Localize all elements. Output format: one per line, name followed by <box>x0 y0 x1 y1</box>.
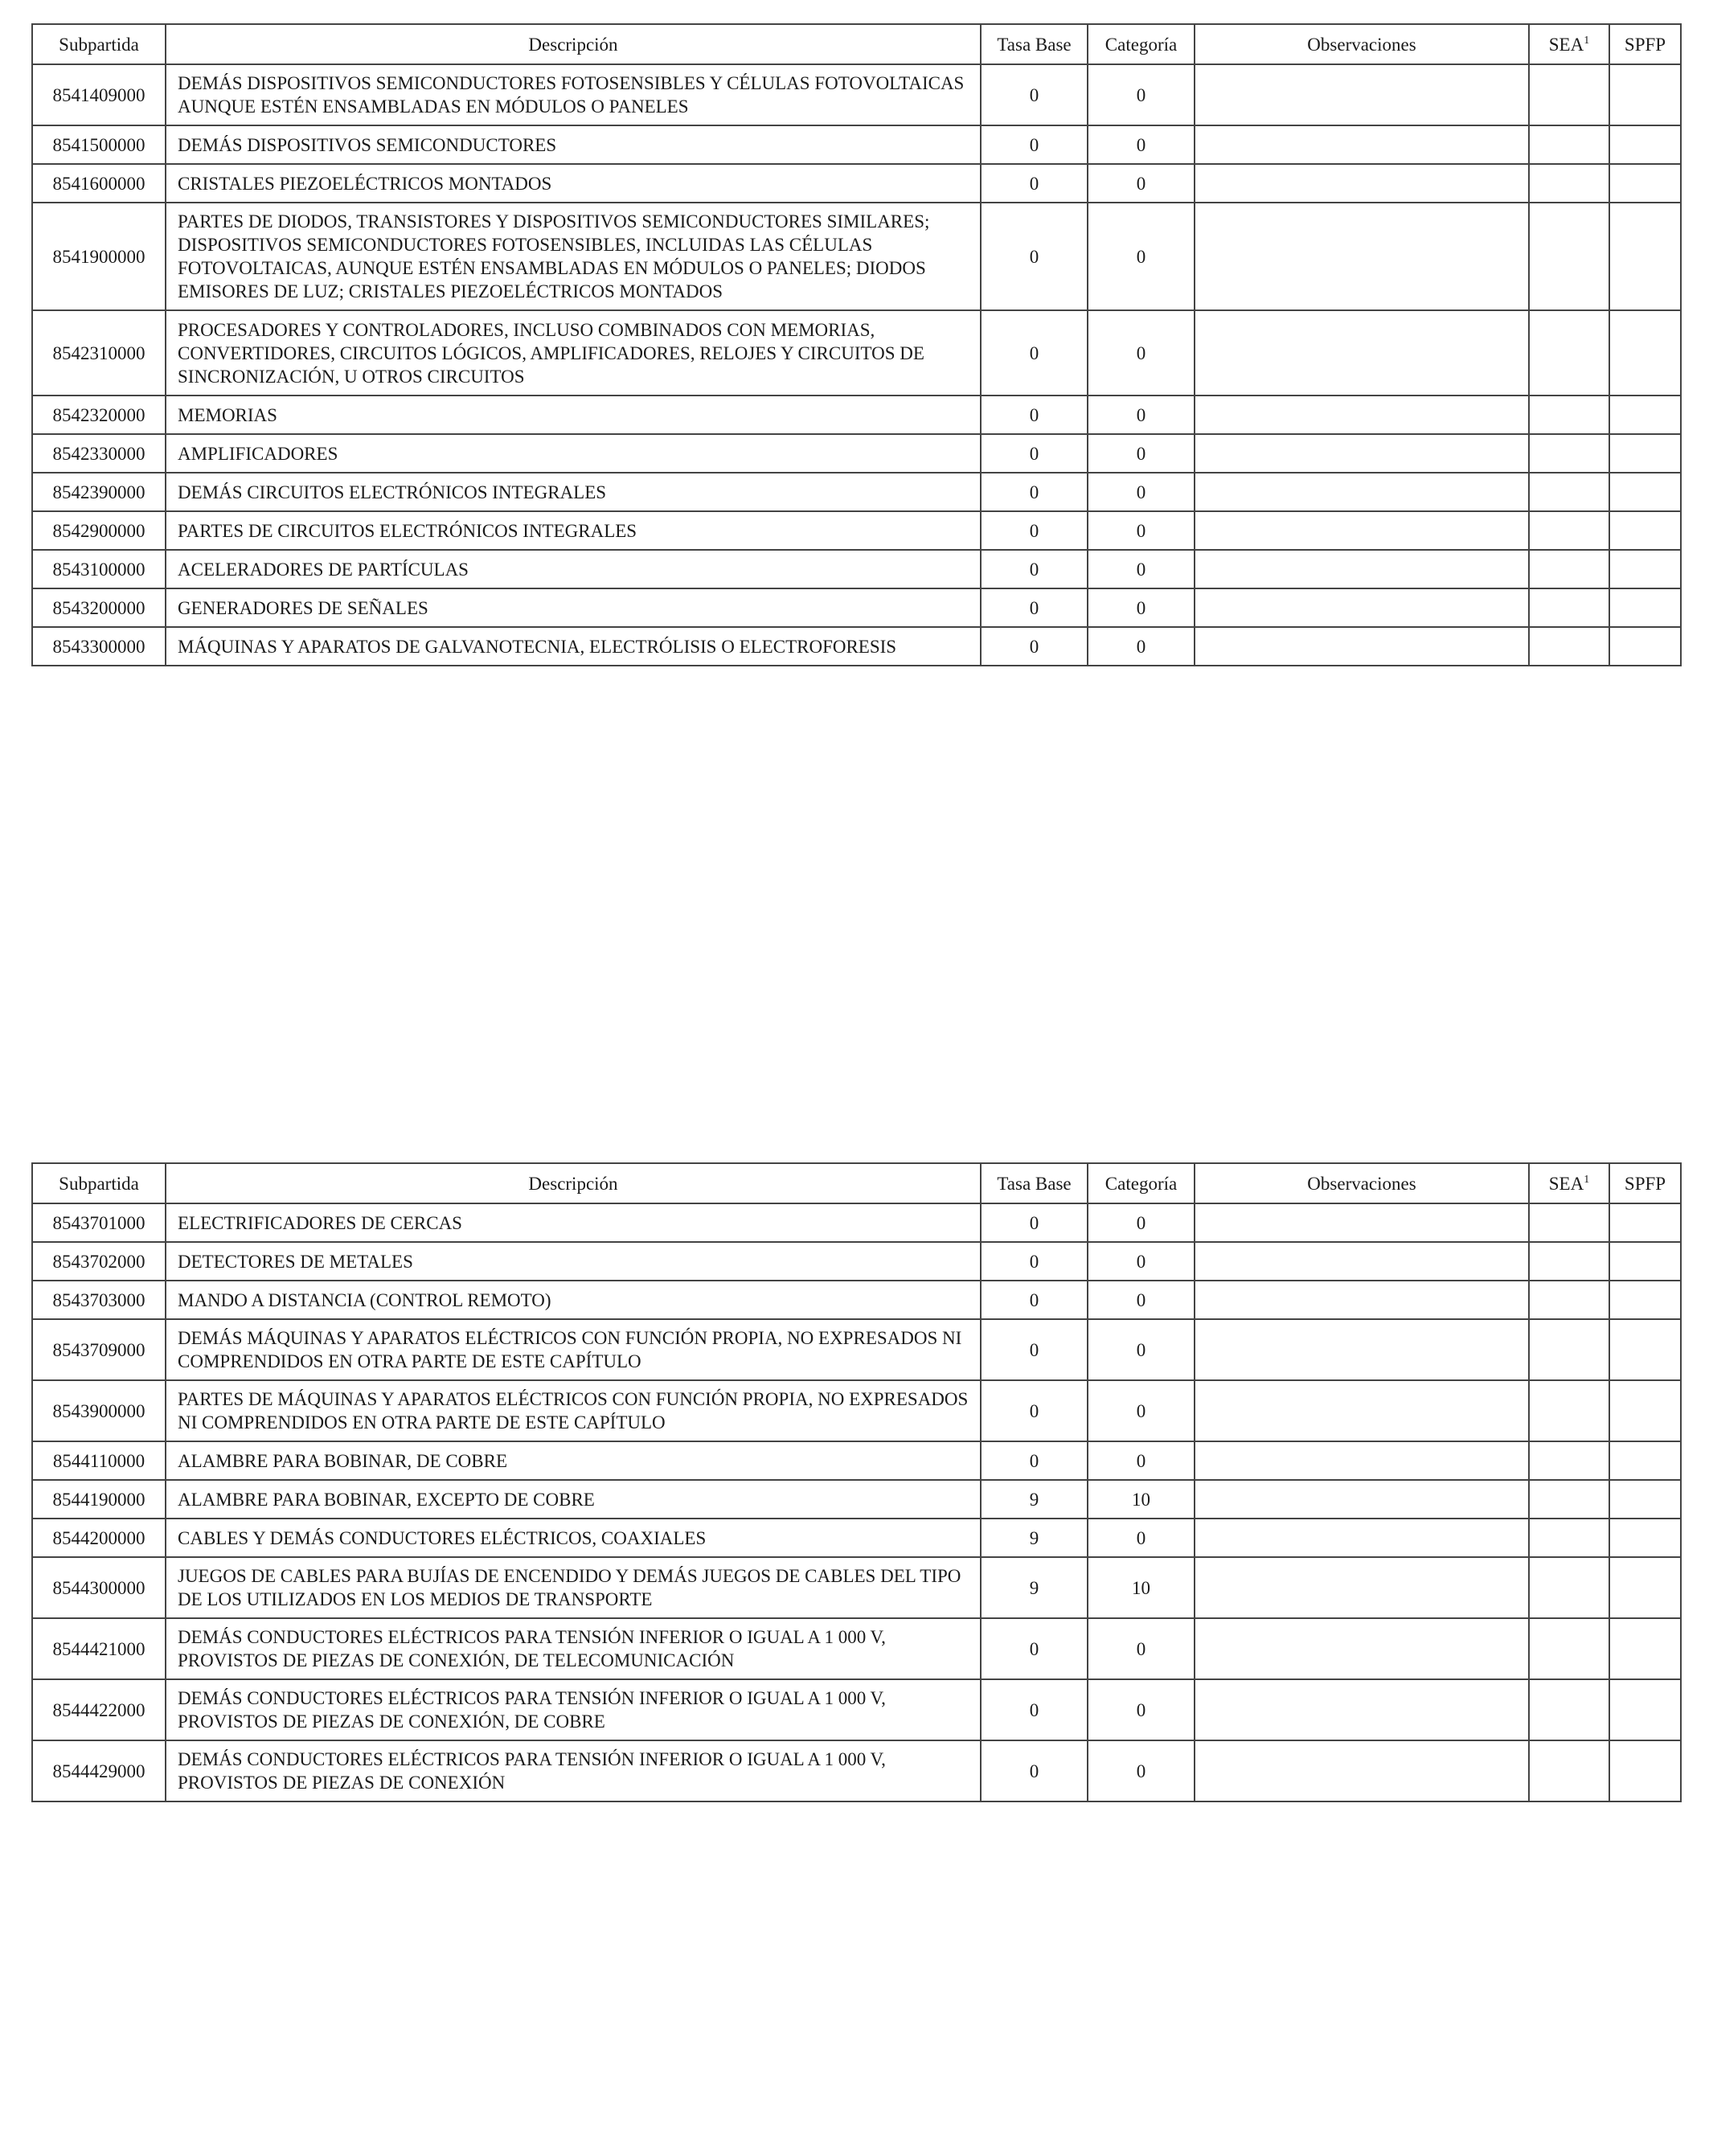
descripcion-cell: ALAMBRE PARA BOBINAR, DE COBRE <box>166 1441 981 1480</box>
categoria-cell: 0 <box>1088 203 1195 310</box>
categoria-cell: 0 <box>1088 396 1195 434</box>
spfp-cell <box>1609 1203 1681 1242</box>
sea-cell <box>1529 1557 1609 1618</box>
descripcion-cell: DEMÁS DISPOSITIVOS SEMICONDUCTORES <box>166 125 981 164</box>
sea-cell <box>1529 473 1609 511</box>
observaciones-cell <box>1195 1380 1529 1441</box>
spfp-cell <box>1609 1557 1681 1618</box>
table-row <box>32 511 1681 550</box>
observaciones-cell <box>1195 203 1529 310</box>
spfp-cell <box>1609 310 1681 396</box>
observaciones-cell <box>1195 627 1529 666</box>
descripcion-cell: ACELERADORES DE PARTÍCULAS <box>166 550 981 588</box>
tasa-base-cell: 0 <box>981 1679 1088 1740</box>
observaciones-cell <box>1195 164 1529 203</box>
observaciones-cell <box>1195 1281 1529 1319</box>
categoria-cell: 0 <box>1088 1618 1195 1679</box>
header-spfp: SPFP <box>1609 24 1681 64</box>
tasa-base-cell: 0 <box>981 396 1088 434</box>
tasa-base-cell: 0 <box>981 511 1088 550</box>
observaciones-cell <box>1195 511 1529 550</box>
header-row <box>32 1163 1681 1203</box>
table-row <box>32 1519 1681 1557</box>
categoria-cell: 0 <box>1088 1203 1195 1242</box>
table-row <box>32 1441 1681 1480</box>
descripcion-cell: DEMÁS CONDUCTORES ELÉCTRICOS PARA TENSIÓN INFERIOR O IGUAL A 1 000 V, PROVISTOS DE PIEZAS DE CONEXIÓN <box>166 1740 981 1801</box>
tasa-base-cell: 0 <box>981 434 1088 473</box>
descripcion-cell: DEMÁS MÁQUINAS Y APARATOS ELÉCTRICOS CON FUNCIÓN PROPIA, NO EXPRESADOS NI COMPRENDIDOS EN OTRA PARTE DE ESTE CAPÍTULO <box>166 1319 981 1380</box>
spfp-cell <box>1609 1740 1681 1801</box>
observaciones-cell <box>1195 396 1529 434</box>
table-row <box>32 164 1681 203</box>
observaciones-cell <box>1195 1740 1529 1801</box>
subpartida-cell: 8544421000 <box>32 1618 166 1679</box>
descripcion-cell: DEMÁS CIRCUITOS ELECTRÓNICOS INTEGRALES <box>166 473 981 511</box>
sea-cell <box>1529 1203 1609 1242</box>
subpartida-cell: 8542390000 <box>32 473 166 511</box>
descripcion-cell: PARTES DE MÁQUINAS Y APARATOS ELÉCTRICOS CON FUNCIÓN PROPIA, NO EXPRESADOS NI COMPRENDIDOS EN OTRA PARTE DE ESTE CAPÍTULO <box>166 1380 981 1441</box>
categoria-cell: 0 <box>1088 1281 1195 1319</box>
table-row <box>32 1242 1681 1281</box>
observaciones-cell <box>1195 1242 1529 1281</box>
table-row <box>32 64 1681 125</box>
header-descripcion: Descripción <box>166 24 981 64</box>
observaciones-cell <box>1195 473 1529 511</box>
spfp-cell <box>1609 64 1681 125</box>
sea-cell <box>1529 1519 1609 1557</box>
spfp-cell <box>1609 1480 1681 1519</box>
categoria-cell: 0 <box>1088 511 1195 550</box>
descripcion-cell: CRISTALES PIEZOELÉCTRICOS MONTADOS <box>166 164 981 203</box>
observaciones-cell <box>1195 64 1529 125</box>
descripcion-cell: ALAMBRE PARA BOBINAR, EXCEPTO DE COBRE <box>166 1480 981 1519</box>
observaciones-cell <box>1195 1441 1529 1480</box>
tasa-base-cell: 0 <box>981 164 1088 203</box>
categoria-cell: 0 <box>1088 1441 1195 1480</box>
table-row <box>32 125 1681 164</box>
header-categoria: Categoría <box>1088 1163 1195 1203</box>
sea-cell <box>1529 310 1609 396</box>
table-row <box>32 1281 1681 1319</box>
subpartida-cell: 8542900000 <box>32 511 166 550</box>
descripcion-cell: PROCESADORES Y CONTROLADORES, INCLUSO COMBINADOS CON MEMORIAS, CONVERTIDORES, CIRCUITOS LÓGICOS, AMPLIFICADORES, RELOJES Y CIRCUITOS DE SINCRONIZACIÓN, U OTROS CIRCUITOS <box>166 310 981 396</box>
subpartida-cell: 8543703000 <box>32 1281 166 1319</box>
table-row <box>32 434 1681 473</box>
subpartida-cell: 8543200000 <box>32 588 166 627</box>
tasa-base-cell: 0 <box>981 1281 1088 1319</box>
categoria-cell: 0 <box>1088 1380 1195 1441</box>
table-row <box>32 396 1681 434</box>
header-tasa-base: Tasa Base <box>981 1163 1088 1203</box>
header-observaciones: Observaciones <box>1195 1163 1529 1203</box>
header-categoria: Categoría <box>1088 24 1195 64</box>
header-spfp: SPFP <box>1609 1163 1681 1203</box>
descripcion-cell: MANDO A DISTANCIA (CONTROL REMOTO) <box>166 1281 981 1319</box>
sea-cell <box>1529 125 1609 164</box>
descripcion-cell: MÁQUINAS Y APARATOS DE GALVANOTECNIA, ELECTRÓLISIS O ELECTROFORESIS <box>166 627 981 666</box>
sea-cell <box>1529 627 1609 666</box>
table-row <box>32 310 1681 396</box>
table-row <box>32 1740 1681 1801</box>
descripcion-cell: GENERADORES DE SEÑALES <box>166 588 981 627</box>
descripcion-cell: CABLES Y DEMÁS CONDUCTORES ELÉCTRICOS, COAXIALES <box>166 1519 981 1557</box>
observaciones-cell <box>1195 434 1529 473</box>
descripcion-cell: PARTES DE CIRCUITOS ELECTRÓNICOS INTEGRALES <box>166 511 981 550</box>
table-row <box>32 1557 1681 1618</box>
header-descripcion: Descripción <box>166 1163 981 1203</box>
descripcion-cell: MEMORIAS <box>166 396 981 434</box>
sea-cell <box>1529 1281 1609 1319</box>
header-tasa-base: Tasa Base <box>981 24 1088 64</box>
categoria-cell: 0 <box>1088 1679 1195 1740</box>
table-row <box>32 550 1681 588</box>
observaciones-cell <box>1195 550 1529 588</box>
descripcion-cell: JUEGOS DE CABLES PARA BUJÍAS DE ENCENDIDO Y DEMÁS JUEGOS DE CABLES DEL TIPO DE LOS UTILIZADOS EN LOS MEDIOS DE TRANSPORTE <box>166 1557 981 1618</box>
categoria-cell: 0 <box>1088 473 1195 511</box>
categoria-cell: 0 <box>1088 1519 1195 1557</box>
sea-cell <box>1529 1740 1609 1801</box>
spfp-cell <box>1609 1242 1681 1281</box>
descripcion-cell: DEMÁS DISPOSITIVOS SEMICONDUCTORES FOTOSENSIBLES Y CÉLULAS FOTOVOLTAICAS AUNQUE ESTÉN ENSAMBLADAS EN MÓDULOS O PANELES <box>166 64 981 125</box>
spfp-cell <box>1609 1519 1681 1557</box>
tasa-base-cell: 0 <box>981 1319 1088 1380</box>
sea-cell <box>1529 1480 1609 1519</box>
spfp-cell <box>1609 164 1681 203</box>
table-row <box>32 1480 1681 1519</box>
descripcion-cell: PARTES DE DIODOS, TRANSISTORES Y DISPOSITIVOS SEMICONDUCTORES SIMILARES; DISPOSITIVOS SEMICONDUCTORES FOTOSENSIBLES, INCLUIDAS LAS CÉLULAS FOTOVOLTAICAS, AUNQUE ESTÉN ENSAMBLADAS EN MÓDULOS O PANELES; DIODOS EMISORES DE LUZ; CRISTALES PIEZOELÉCTRICOS MONTADOS <box>166 203 981 310</box>
descripcion-cell: DETECTORES DE METALES <box>166 1242 981 1281</box>
observaciones-cell <box>1195 1519 1529 1557</box>
sea-cell <box>1529 1618 1609 1679</box>
header-sea <box>1529 1163 1609 1203</box>
categoria-cell: 0 <box>1088 1319 1195 1380</box>
subpartida-cell: 8543701000 <box>32 1203 166 1242</box>
table-row <box>32 1618 1681 1679</box>
categoria-cell: 0 <box>1088 627 1195 666</box>
tasa-base-cell: 9 <box>981 1519 1088 1557</box>
sea-cell <box>1529 203 1609 310</box>
table-row <box>32 627 1681 666</box>
spfp-cell <box>1609 1319 1681 1380</box>
sea-cell <box>1529 64 1609 125</box>
spfp-cell <box>1609 125 1681 164</box>
subpartida-cell: 8543100000 <box>32 550 166 588</box>
subpartida-cell: 8544190000 <box>32 1480 166 1519</box>
table-row <box>32 1319 1681 1380</box>
spfp-cell <box>1609 473 1681 511</box>
subpartida-cell: 8543900000 <box>32 1380 166 1441</box>
tasa-base-cell: 0 <box>981 1203 1088 1242</box>
observaciones-cell <box>1195 1480 1529 1519</box>
descripcion-cell: AMPLIFICADORES <box>166 434 981 473</box>
tasa-base-cell: 0 <box>981 310 1088 396</box>
table-row <box>32 1203 1681 1242</box>
table-row <box>32 1380 1681 1441</box>
subpartida-cell: 8541900000 <box>32 203 166 310</box>
subpartida-cell: 8541500000 <box>32 125 166 164</box>
tasa-base-cell: 9 <box>981 1480 1088 1519</box>
categoria-cell: 0 <box>1088 164 1195 203</box>
tasa-base-cell: 0 <box>981 1380 1088 1441</box>
subpartida-cell: 8541409000 <box>32 64 166 125</box>
spfp-cell <box>1609 588 1681 627</box>
header-observaciones: Observaciones <box>1195 24 1529 64</box>
sea-cell <box>1529 1380 1609 1441</box>
table-row <box>32 1679 1681 1740</box>
subpartida-cell: 8544200000 <box>32 1519 166 1557</box>
subpartida-cell: 8544429000 <box>32 1740 166 1801</box>
subpartida-cell: 8541600000 <box>32 164 166 203</box>
tasa-base-cell: 0 <box>981 1242 1088 1281</box>
sea-cell <box>1529 434 1609 473</box>
spfp-cell <box>1609 396 1681 434</box>
subpartida-cell: 8542320000 <box>32 396 166 434</box>
sea-cell <box>1529 1679 1609 1740</box>
categoria-cell: 0 <box>1088 1740 1195 1801</box>
spfp-cell <box>1609 627 1681 666</box>
sea-cell <box>1529 1441 1609 1480</box>
observaciones-cell <box>1195 310 1529 396</box>
header-sea <box>1529 24 1609 64</box>
sea-cell <box>1529 511 1609 550</box>
subpartida-cell: 8544300000 <box>32 1557 166 1618</box>
observaciones-cell <box>1195 1618 1529 1679</box>
categoria-cell: 0 <box>1088 125 1195 164</box>
categoria-cell: 0 <box>1088 550 1195 588</box>
spfp-cell <box>1609 550 1681 588</box>
tasa-base-cell: 0 <box>981 1441 1088 1480</box>
spfp-cell <box>1609 1679 1681 1740</box>
subpartida-cell: 8542330000 <box>32 434 166 473</box>
descripcion-cell: ELECTRIFICADORES DE CERCAS <box>166 1203 981 1242</box>
tariff-table-2 <box>31 1162 1682 1802</box>
tasa-base-cell: 0 <box>981 627 1088 666</box>
tasa-base-cell: 0 <box>981 550 1088 588</box>
categoria-cell: 0 <box>1088 434 1195 473</box>
spfp-cell <box>1609 1441 1681 1480</box>
spfp-cell <box>1609 1380 1681 1441</box>
observaciones-cell <box>1195 1203 1529 1242</box>
tasa-base-cell: 0 <box>981 203 1088 310</box>
tasa-base-cell: 0 <box>981 473 1088 511</box>
spfp-cell <box>1609 434 1681 473</box>
sea-cell <box>1529 396 1609 434</box>
categoria-cell: 0 <box>1088 64 1195 125</box>
categoria-cell: 10 <box>1088 1480 1195 1519</box>
categoria-cell: 0 <box>1088 1242 1195 1281</box>
sea-cell <box>1529 1319 1609 1380</box>
subpartida-cell: 8542310000 <box>32 310 166 396</box>
header-row <box>32 24 1681 64</box>
table-row <box>32 203 1681 310</box>
spfp-cell <box>1609 1281 1681 1319</box>
descripcion-cell: DEMÁS CONDUCTORES ELÉCTRICOS PARA TENSIÓN INFERIOR O IGUAL A 1 000 V, PROVISTOS DE PIEZAS DE CONEXIÓN, DE TELECOMUNICACIÓN <box>166 1618 981 1679</box>
tasa-base-cell: 0 <box>981 125 1088 164</box>
tasa-base-cell: 0 <box>981 1618 1088 1679</box>
subpartida-cell: 8543709000 <box>32 1319 166 1380</box>
table-row <box>32 473 1681 511</box>
spfp-cell <box>1609 1618 1681 1679</box>
sea-cell <box>1529 164 1609 203</box>
observaciones-cell <box>1195 1557 1529 1618</box>
spfp-cell <box>1609 511 1681 550</box>
observaciones-cell <box>1195 1679 1529 1740</box>
spfp-cell <box>1609 203 1681 310</box>
tasa-base-cell: 9 <box>981 1557 1088 1618</box>
observaciones-cell <box>1195 1319 1529 1380</box>
header-sea-label: SEA <box>1548 1173 1584 1194</box>
tasa-base-cell: 0 <box>981 1740 1088 1801</box>
categoria-cell: 10 <box>1088 1557 1195 1618</box>
observaciones-cell <box>1195 125 1529 164</box>
descripcion-cell: DEMÁS CONDUCTORES ELÉCTRICOS PARA TENSIÓN INFERIOR O IGUAL A 1 000 V, PROVISTOS DE PIEZAS DE CONEXIÓN, DE COBRE <box>166 1679 981 1740</box>
tariff-table-1 <box>31 23 1682 666</box>
observaciones-cell <box>1195 588 1529 627</box>
header-sea-label: SEA <box>1548 34 1584 55</box>
subpartida-cell: 8544422000 <box>32 1679 166 1740</box>
categoria-cell: 0 <box>1088 588 1195 627</box>
table-row <box>32 588 1681 627</box>
sea-cell <box>1529 588 1609 627</box>
header-subpartida: Subpartida <box>32 24 166 64</box>
subpartida-cell: 8544110000 <box>32 1441 166 1480</box>
sea-cell <box>1529 550 1609 588</box>
header-sea-footnote: 1 <box>1584 1173 1590 1186</box>
sea-cell <box>1529 1242 1609 1281</box>
tasa-base-cell: 0 <box>981 588 1088 627</box>
subpartida-cell: 8543300000 <box>32 627 166 666</box>
header-sea-footnote: 1 <box>1584 34 1590 47</box>
categoria-cell: 0 <box>1088 310 1195 396</box>
header-subpartida: Subpartida <box>32 1163 166 1203</box>
tasa-base-cell: 0 <box>981 64 1088 125</box>
subpartida-cell: 8543702000 <box>32 1242 166 1281</box>
